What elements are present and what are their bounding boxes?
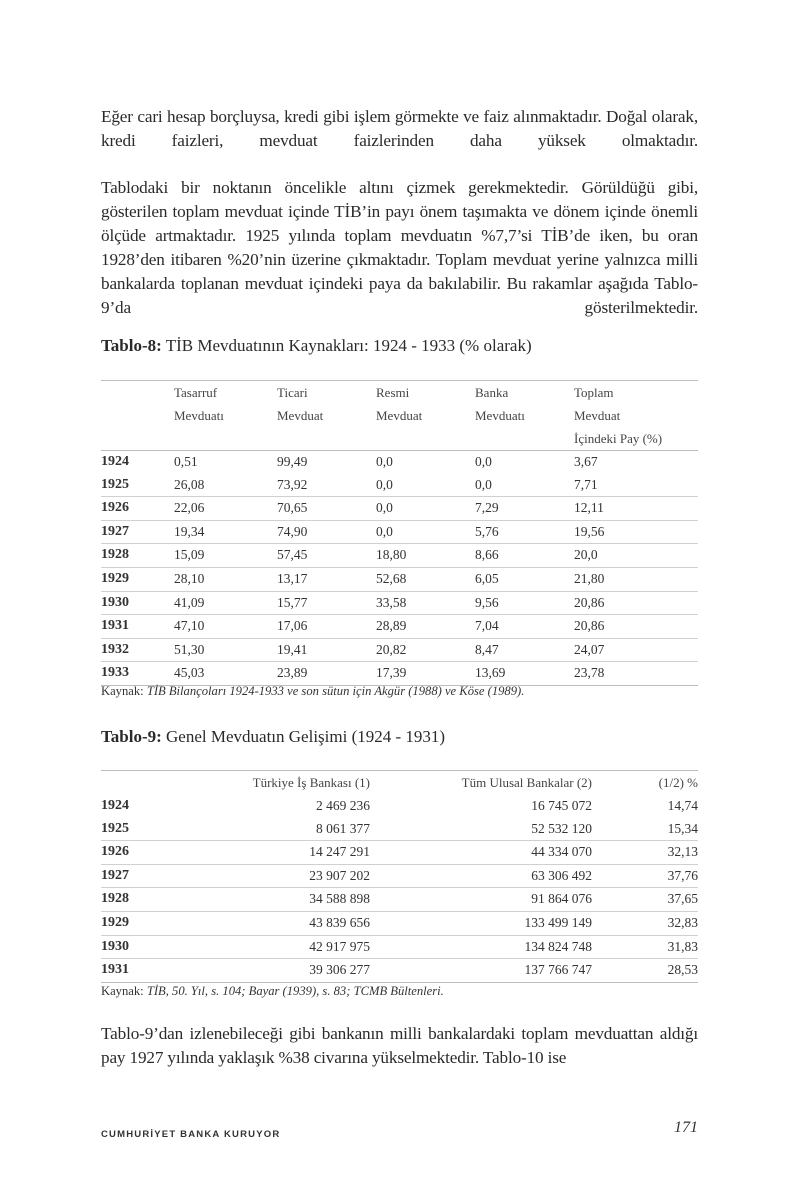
value-cell: 52 532 120: [370, 818, 592, 841]
paragraph: Tablo-9’dan izlenebileceği gibi bankanın milli bankalardaki toplam mevduattan aldığı pay 1927 yılında yaklaşık %38 civarına yükselmektedir. Tablo-10 ise: [101, 1024, 698, 1067]
value-cell: 2 469 236: [316, 798, 370, 813]
value-cell: 20,0: [574, 544, 698, 568]
header-cell: [277, 427, 376, 451]
table-row: [101, 911, 698, 935]
value-cell: 37,76: [592, 864, 698, 888]
table-source: [101, 684, 524, 699]
year-cell: 1927: [101, 520, 174, 544]
value-cell: 52,68: [376, 567, 475, 591]
table-row: [101, 591, 698, 615]
source-label: Kaynak:: [101, 684, 144, 698]
value-cell: 28,10: [174, 567, 277, 591]
value-cell: 32,83: [592, 911, 698, 935]
value-cell: 134 824 748: [370, 935, 592, 959]
value-cell: 15,34: [592, 818, 698, 841]
value-cell: 19,34: [174, 520, 277, 544]
table-row: [101, 451, 698, 474]
value-cell: 0,0: [475, 474, 574, 497]
value-cell: 41,09: [174, 591, 277, 615]
table-row: [101, 544, 698, 568]
value-cell: 14,74: [667, 798, 698, 813]
value-cell: 22,06: [174, 497, 277, 521]
value-cell: 28,53: [592, 959, 698, 983]
header-cell: İçindeki Pay (%): [574, 427, 698, 451]
table-row: [101, 567, 698, 591]
value-cell: 19,41: [277, 638, 376, 662]
value-cell: 23,78: [574, 662, 698, 686]
value-cell: 63 306 492: [370, 864, 592, 888]
header-cell: Türkiye İş Bankası (1): [174, 771, 370, 796]
header-cell: Mevduat: [277, 408, 324, 423]
value-cell: 24,07: [574, 638, 698, 662]
year-cell: 1930: [101, 935, 174, 959]
value-cell: 14 247 291: [174, 841, 370, 865]
value-cell: 137 766 747: [370, 959, 592, 983]
value-cell: 0,51: [174, 454, 198, 469]
year-cell: 1924: [101, 454, 129, 469]
page-number: 171: [674, 1119, 698, 1136]
year-cell: 1926: [101, 497, 174, 521]
paragraph: Tablodaki bir noktanın öncelikle altını çizmek gerekmektedir. Görüldüğü gibi, gösterilen toplam mevduat içinde TİB’in payı önem taşımakta ve dönem içinde önemli ölçüde artmaktadır. 1925 yılında toplam mevduatın %7,7’si TİB’de iken, bu oran 1928’den itibaren %20’nin üzerine çıkmaktadır. Toplam mevduat yerine yalnızca milli bankalarda toplanan mevduat içindeki paya da bakılabilir. Bu rakamlar aşağıda Tablo-9’da gösterilmektedir.: [101, 178, 698, 317]
value-cell: 12,11: [574, 497, 698, 521]
value-cell: 0,0: [376, 497, 475, 521]
table-row: [101, 888, 698, 912]
year-cell: 1928: [101, 888, 174, 912]
year-cell: 1930: [101, 591, 174, 615]
table-caption: [101, 335, 532, 357]
value-cell: 23 907 202: [174, 864, 370, 888]
value-cell: 37,65: [592, 888, 698, 912]
value-cell: 7,29: [475, 497, 574, 521]
value-cell: 18,80: [376, 544, 475, 568]
year-cell: 1928: [101, 544, 174, 568]
header-cell: [101, 771, 174, 796]
value-cell: 39 306 277: [174, 959, 370, 983]
page-footer: [101, 1119, 698, 1142]
value-cell: 91 864 076: [370, 888, 592, 912]
value-cell: 13,17: [277, 567, 376, 591]
value-cell: 15,09: [174, 544, 277, 568]
table-source: [101, 984, 444, 999]
general-deposits-table: [101, 770, 698, 983]
year-cell: 1931: [101, 959, 174, 983]
header-cell: Mevduatı: [475, 408, 525, 423]
header-cell: [101, 404, 174, 427]
value-cell: 8,66: [475, 544, 574, 568]
table-row: [101, 615, 698, 639]
value-cell: 74,90: [277, 520, 376, 544]
value-cell: 57,45: [277, 544, 376, 568]
deposit-sources-table: [101, 380, 698, 686]
year-cell: 1932: [101, 638, 174, 662]
value-cell: 20,86: [574, 591, 698, 615]
header-cell: [174, 427, 277, 451]
header-cell: Resmi: [376, 381, 475, 405]
header-cell: [101, 381, 174, 405]
value-cell: 99,49: [277, 454, 308, 469]
year-cell: 1925: [101, 818, 174, 841]
value-cell: 32,13: [592, 841, 698, 865]
value-cell: 16 745 072: [531, 798, 592, 813]
value-cell: 73,92: [277, 474, 376, 497]
header-cell: (1/2) %: [592, 771, 698, 796]
header-cell: Mevduatı: [174, 408, 224, 423]
header-cell: [475, 427, 574, 451]
year-cell: 1925: [101, 474, 174, 497]
header-cell: Mevduat: [376, 408, 423, 423]
value-cell: 8 061 377: [174, 818, 370, 841]
header-cell: Tasarruf: [174, 381, 277, 405]
year-cell: 1929: [101, 567, 174, 591]
header-cell: Banka: [475, 381, 574, 405]
year-cell: 1926: [101, 841, 174, 865]
value-cell: 26,08: [174, 474, 277, 497]
table-row: [101, 638, 698, 662]
header-cell: Ticari: [277, 381, 376, 405]
table-row: [101, 497, 698, 521]
table-caption: [101, 726, 445, 748]
header-cell: Tüm Ulusal Bankalar (2): [370, 771, 592, 796]
value-cell: 0,0: [376, 454, 393, 469]
table-title: Genel Mevduatın Gelişimi (1924 - 1931): [166, 727, 446, 746]
value-cell: 5,76: [475, 520, 574, 544]
value-cell: 21,80: [574, 567, 698, 591]
value-cell: 15,77: [277, 591, 376, 615]
header-cell: Toplam: [574, 381, 698, 405]
table-label: Tablo-8:: [101, 336, 162, 355]
source-text: TİB Bilançoları 1924-1933 ve son sütun için Akgür (1988) ve Köse (1989).: [146, 684, 525, 698]
header-cell: [101, 427, 174, 451]
table-label: Tablo-9:: [101, 727, 162, 746]
year-cell: 1927: [101, 864, 174, 888]
value-cell: 42 917 975: [174, 935, 370, 959]
table-row: [101, 520, 698, 544]
source-text: TİB, 50. Yıl, s. 104; Bayar (1939), s. 83; TCMB Bültenleri.: [146, 984, 444, 998]
value-cell: 0,0: [376, 474, 475, 497]
table-row: [101, 935, 698, 959]
table-title: TİB Mevduatının Kaynakları: 1924 - 1933 (% olarak): [165, 336, 532, 355]
value-cell: 7,04: [475, 615, 574, 639]
value-cell: 33,58: [376, 591, 475, 615]
value-cell: 6,05: [475, 567, 574, 591]
running-title: CUMHURİYET BANKA KURUYOR: [101, 1129, 281, 1140]
value-cell: 133 499 149: [370, 911, 592, 935]
table-row: [101, 864, 698, 888]
year-cell: 1929: [101, 911, 174, 935]
value-cell: 70,65: [277, 497, 376, 521]
table-row: [101, 662, 698, 686]
table-row: [101, 959, 698, 983]
value-cell: 19,56: [574, 520, 698, 544]
value-cell: 13,69: [475, 662, 574, 686]
value-cell: 44 334 070: [370, 841, 592, 865]
value-cell: 45,03: [174, 662, 277, 686]
value-cell: 43 839 656: [174, 911, 370, 935]
table-row: [101, 841, 698, 865]
value-cell: 34 588 898: [174, 888, 370, 912]
header-cell: Mevduat: [574, 408, 621, 423]
value-cell: 0,0: [376, 520, 475, 544]
value-cell: 17,06: [277, 615, 376, 639]
year-cell: 1924: [101, 798, 129, 813]
value-cell: 51,30: [174, 638, 277, 662]
table-row: [101, 818, 698, 841]
value-cell: 8,47: [475, 638, 574, 662]
value-cell: 9,56: [475, 591, 574, 615]
value-cell: 20,82: [376, 638, 475, 662]
table-row: [101, 474, 698, 497]
value-cell: 7,71: [574, 474, 698, 497]
year-cell: 1933: [101, 662, 174, 686]
value-cell: 31,83: [592, 935, 698, 959]
value-cell: 17,39: [376, 662, 475, 686]
paragraph: Eğer cari hesap borçluysa, kredi gibi işlem görmekte ve faiz alınmaktadır. Doğal olarak, kredi faizleri, mevduat faizlerinden daha yüksek olmaktadır.: [101, 107, 698, 150]
value-cell: 3,67: [574, 454, 598, 469]
header-cell: [376, 427, 475, 451]
year-cell: 1931: [101, 615, 174, 639]
value-cell: 0,0: [475, 454, 492, 469]
value-cell: 20,86: [574, 615, 698, 639]
value-cell: 47,10: [174, 615, 277, 639]
value-cell: 28,89: [376, 615, 475, 639]
table-row: [101, 795, 698, 818]
value-cell: 23,89: [277, 662, 376, 686]
source-label: Kaynak:: [101, 984, 144, 998]
